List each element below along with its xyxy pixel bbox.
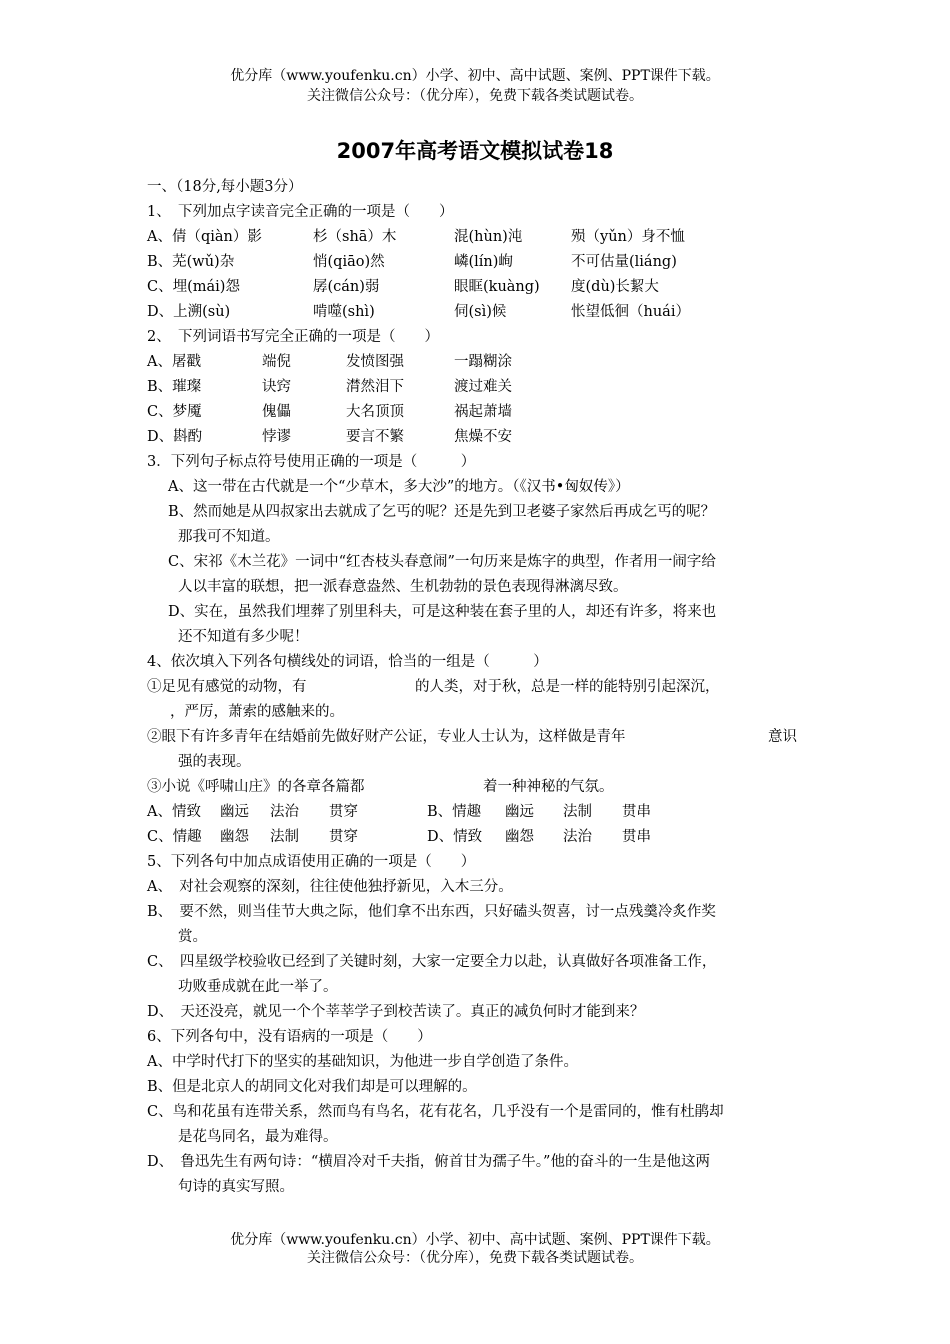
q4-sentence-1-cont: ，严厉，萧索的感触来的。 [170, 704, 344, 720]
q5-option-c-cont: 功败垂成就在此一举了。 [178, 979, 338, 995]
q6-option-c-cont: 是花鸟同名，最为难得。 [178, 1129, 338, 1145]
q3-option-d-cont: 还不知道有多少呢！ [178, 629, 309, 645]
q1-option-row [147, 227, 847, 247]
q1-c-3: 眼眶(kuàng) [454, 279, 540, 295]
q4-opt: 贯串 [622, 804, 651, 820]
q3-option-b-cont: 那我可不知道。 [178, 529, 280, 545]
q1-a-3: 混(hùn)沌 [454, 229, 523, 245]
q5-option-b: B、 要不然，则当佳节大典之际，他们拿不出东西，只好磕头贺喜，讨一点残羹冷炙作奖 [147, 904, 716, 920]
q2-a-3: 发愤图强 [346, 354, 404, 370]
q1-a-4: 殒（yǔn）身不恤 [571, 229, 685, 245]
q4-opt: 贯穿 [329, 804, 358, 820]
q2-b-2: 诀窍 [262, 379, 291, 395]
q4-opt: 幽怨 [220, 829, 249, 845]
q4-sentence-2-cont: 强的表现。 [178, 754, 251, 770]
q3-option-c: C、宋祁《木兰花》一词中“红杏枝头春意闹”一句历来是炼字的典型，作者用一闹字给 [168, 554, 716, 570]
q2-stem: 2、 下列词语书写完全正确的一项是（ ） [147, 329, 439, 345]
q4-sentence-3-after-blank: 着一种神秘的气氛。 [483, 779, 614, 795]
q4-opt: 法治 [270, 804, 299, 820]
q2-c-3: 大名顶顶 [346, 404, 404, 420]
q2-d-1: D、斟酌 [147, 429, 203, 445]
q4-opt: 法制 [270, 829, 299, 845]
q2-c-2: 傀儡 [262, 404, 291, 420]
q2-option-row [147, 427, 647, 447]
q4-opt: D、情致 [427, 829, 483, 845]
q4-opt: A、情致 [147, 804, 201, 820]
q2-a-2: 端倪 [262, 354, 291, 370]
q2-d-3: 要言不繁 [346, 429, 404, 445]
q4-opt: 贯穿 [329, 829, 358, 845]
q1-option-row [147, 277, 847, 297]
q1-b-4: 不可估量(liáng) [571, 254, 677, 270]
q4-opt: 法制 [563, 804, 592, 820]
q4-option-row [147, 827, 687, 847]
q1-d-1: D、上溯(sù) [147, 304, 231, 320]
q5-option-b-cont: 赏。 [178, 929, 207, 945]
q2-option-row [147, 352, 647, 372]
q2-b-4: 渡过难关 [454, 379, 512, 395]
q3-option-a: A、这一带在古代就是一个“少草木，多大沙”的地方。（《汉书•匈奴传》） [168, 479, 630, 495]
q4-opt: 法治 [563, 829, 592, 845]
q1-c-4: 度(dù)长絜大 [571, 279, 659, 295]
q4-opt: C、情趣 [147, 829, 202, 845]
q3-option-b: B、然而她是从四叔家出去就成了乞丐的呢？还是先到卫老婆子家然后再成乞丐的呢？ [168, 504, 716, 520]
q5-option-a: A、 对社会观察的深刻，往往使他独抒新见，入木三分。 [147, 879, 513, 895]
q1-stem: 1、 下列加点字读音完全正确的一项是（ ） [147, 204, 454, 220]
q6-stem: 6、下列各句中，没有语病的一项是（ ） [147, 1029, 432, 1045]
q6-option-c: C、鸟和花虽有连带关系，然而鸟有鸟名，花有花名，几乎没有一个是雷同的，惟有杜鹃却 [147, 1104, 724, 1120]
q3-option-d: D、实在，虽然我们埋葬了别里科夫，可是这种装在套子里的人，却还有许多，将来也 [168, 604, 717, 620]
section-heading: 一、（18分,每小题3分） [147, 179, 303, 195]
footer-line-2: 关注微信公众号：（优分库），免费下载各类试题试卷。 [307, 1250, 643, 1266]
q6-option-d: D、 鲁迅先生有两句诗：“横眉冷对千夫指，俯首甘为孺子牛。”他的奋斗的一生是他这两 [147, 1154, 710, 1170]
q6-option-a: A、中学时代打下的坚实的基础知识，为他进一步自学创造了条件。 [147, 1054, 578, 1070]
q5-stem: 5、下列各句中加点成语使用正确的一项是（ ） [147, 854, 476, 870]
q2-c-1: C、梦魇 [147, 404, 202, 420]
q4-sentence-2: ②眼下有许多青年在结婚前先做好财产公证，专业人士认为，这样做是青年 [147, 729, 626, 745]
header-line-2: 关注微信公众号：（优分库），免费下载各类试题试卷。 [307, 88, 643, 104]
q1-option-row [147, 302, 847, 322]
footer-line-1: 优分库（www.youfenku.cn）小学、初中、高中试题、案例、PPT课件下载。 [230, 1232, 720, 1248]
q1-b-3: 嶙(lín)峋 [454, 254, 513, 270]
q4-option-row [147, 802, 687, 822]
q4-sentence-2-after-blank: 意识 [768, 729, 797, 745]
q5-option-d: D、 天还没亮，就见一个个莘莘学子到校苦读了。真正的减负何时才能到来？ [147, 1004, 645, 1020]
q1-b-2: 悄(qiāo)然 [313, 254, 385, 270]
q4-sentence-1-after-blank: 的人类，对于秋，总是一样的能特别引起深沉， [415, 679, 720, 695]
q4-opt: B、情趣 [427, 804, 482, 820]
header-line-1: 优分库（www.youfenku.cn）小学、初中、高中试题、案例、PPT课件下载。 [230, 68, 720, 84]
q2-c-4: 祸起萧墙 [454, 404, 512, 420]
q4-opt: 幽远 [220, 804, 249, 820]
q2-d-2: 悖谬 [262, 429, 291, 445]
q2-b-3: 潸然泪下 [346, 379, 404, 395]
q1-a-1: A、倩（qiàn）影 [147, 229, 262, 245]
q4-opt: 幽怨 [505, 829, 534, 845]
q6-option-b: B、但是北京人的胡同文化对我们却是可以理解的。 [147, 1079, 477, 1095]
page-title: 2007年高考语文模拟试卷18 [336, 139, 614, 163]
q1-c-1: C、埋(mái)怨 [147, 279, 240, 295]
q1-a-2: 杉（shā）木 [313, 229, 397, 245]
q2-option-row [147, 377, 647, 397]
q1-c-2: 孱(cán)弱 [313, 279, 380, 295]
q4-sentence-1: ①足见有感觉的动物，有 [147, 679, 307, 695]
q4-opt: 幽远 [505, 804, 534, 820]
q2-option-row [147, 402, 647, 422]
q1-d-2: 啃噬(shì) [313, 304, 375, 320]
q4-stem: 4、依次填入下列各句横线处的词语，恰当的一组是（ ） [147, 654, 548, 670]
q1-b-1: B、芜(wǔ)杂 [147, 254, 235, 270]
q2-d-4: 焦燥不安 [454, 429, 512, 445]
q6-option-d-cont: 句诗的真实写照。 [178, 1179, 294, 1195]
q2-a-1: A、屠戳 [147, 354, 201, 370]
q5-option-c: C、 四星级学校验收已经到了关键时刻，大家一定要全力以赴，认真做好各项准备工作， [147, 954, 717, 970]
q4-opt: 贯串 [622, 829, 651, 845]
q2-a-4: 一蹋糊涂 [454, 354, 512, 370]
q1-d-3: 伺(sì)候 [454, 304, 507, 320]
q1-option-row [147, 252, 847, 272]
q3-stem: 3．下列句子标点符号使用正确的一项是（ ） [147, 454, 476, 470]
q2-b-1: B、璀璨 [147, 379, 202, 395]
q1-d-4: 怅望低徊（huái） [571, 304, 690, 320]
q4-sentence-3: ③小说《呼啸山庄》的各章各篇都 [147, 779, 365, 795]
q3-option-c-cont: 人以丰富的联想，把一派春意盎然、生机勃勃的景色表现得淋漓尽致。 [178, 579, 628, 595]
